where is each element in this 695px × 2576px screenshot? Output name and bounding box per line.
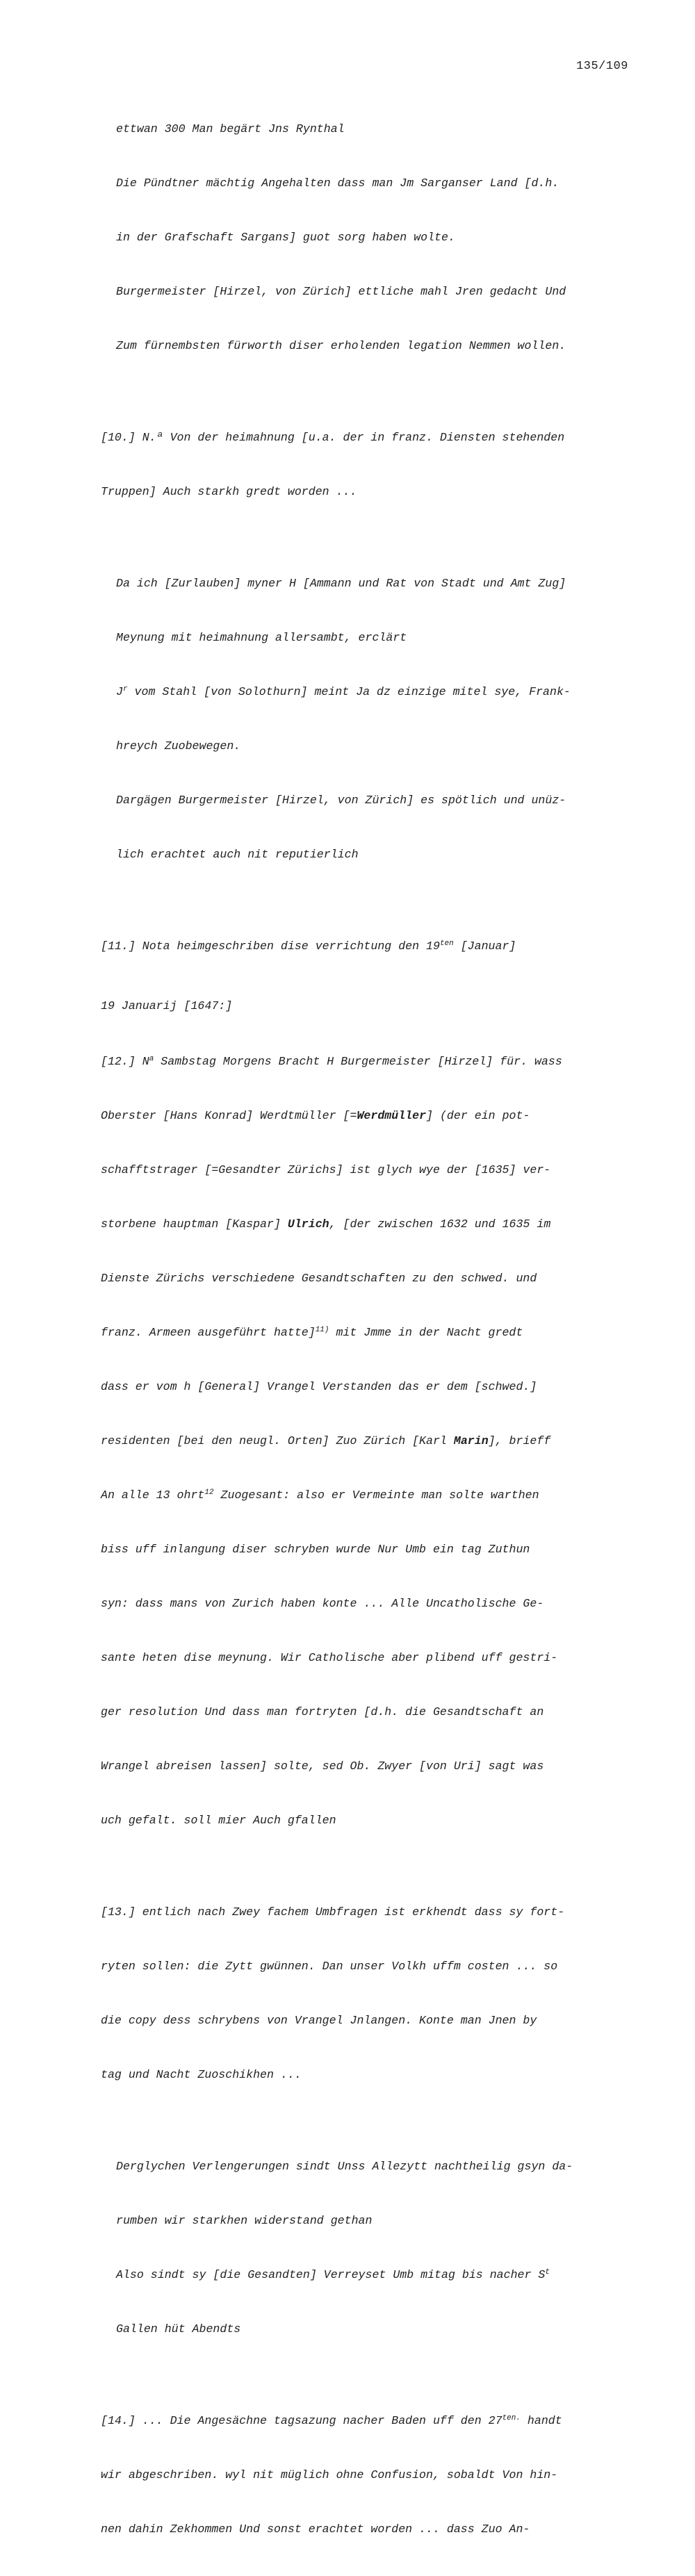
text-fragment: Also sindt sy [die Gesandten] Verreyset Umb mitag bis nacher S bbox=[116, 2268, 546, 2281]
text-line bbox=[101, 937, 636, 955]
paragraph-14 bbox=[101, 2376, 636, 2575]
bold-name: Werdmüller bbox=[357, 1109, 427, 1122]
text-line: uch gefalt. soll mier Auch gfallen bbox=[101, 1814, 336, 1827]
text-line bbox=[116, 2266, 636, 2284]
text-line: [13.] entlich nach Zwey fachem Umbfragen ist erkhendt dass sy fort- bbox=[101, 1905, 565, 1919]
text-block-intro bbox=[101, 84, 636, 391]
text-fragment: [Januar] bbox=[453, 940, 516, 953]
text-fragment: mit Jmme in der Nacht gredt bbox=[329, 1326, 523, 1339]
text-line: ger resolution Und dass man fortryten [d.h. die Gesandtschaft an bbox=[101, 1705, 544, 1718]
text-line: Dienste Zürichs verschiedene Gesandtschaften zu den schwed. und bbox=[101, 1272, 537, 1285]
document-body bbox=[101, 84, 636, 2576]
text-line bbox=[116, 683, 636, 701]
text-line: Meynung mit heimahnung allersambt, erclärt bbox=[116, 631, 407, 644]
text-line: tag und Nacht Zuoschikhen ... bbox=[101, 2068, 302, 2081]
text-fragment: An alle 13 ohrt bbox=[101, 1488, 205, 1502]
text-fragment: [11.] Nota heimgeschriben dise verrichtung den 19 bbox=[101, 940, 440, 953]
text-fragment: ] (der ein pot- bbox=[426, 1109, 530, 1122]
text-line: Da ich [Zurlauben] myner H [Ammann und Rat von Stadt und Amt Zug] bbox=[116, 577, 566, 590]
text-line bbox=[101, 1053, 636, 1071]
text-block-10-cont bbox=[101, 539, 636, 900]
superscript: t bbox=[545, 2268, 550, 2276]
text-fragment: ], brieff bbox=[488, 1434, 551, 1447]
text-line: Burgermeister [Hirzel, von Zürich] ettliche mahl Jren gedacht Und bbox=[116, 285, 566, 298]
text-line: Dargägen Burgermeister [Hirzel, von Zürich] es spötlich und unüz- bbox=[116, 794, 566, 807]
superscript: a bbox=[149, 1055, 154, 1063]
text-line: rumben wir starkhen widerstand gethan bbox=[116, 2214, 373, 2227]
text-line bbox=[101, 1324, 636, 1342]
text-fragment: J bbox=[116, 685, 123, 698]
text-line bbox=[101, 1107, 636, 1125]
text-line bbox=[101, 1432, 636, 1450]
text-line: sante heten dise meynung. Wir Catholische aber plibend uff gestri- bbox=[101, 1651, 558, 1664]
footnote-ref: 11) bbox=[315, 1326, 329, 1334]
paragraph-12 bbox=[101, 1017, 636, 1866]
text-fragment: handt bbox=[520, 2414, 562, 2427]
text-line bbox=[101, 1486, 636, 1504]
text-line: Zum fürnembsten fürworth diser erholenden legation Nemmen wollen. bbox=[116, 339, 566, 352]
text-fragment: Oberster [Hans Konrad] Werdtmüller [= bbox=[101, 1109, 357, 1122]
text-line bbox=[101, 2412, 636, 2430]
text-block-13-cont bbox=[101, 2122, 636, 2374]
text-line: hreych Zuobewegen. bbox=[116, 739, 241, 753]
superscript: ten. bbox=[502, 2414, 521, 2422]
text-fragment: [12.] N bbox=[101, 1055, 149, 1068]
text-fragment: residenten [bei den neugl. Orten] Zuo Zürich [Karl bbox=[101, 1434, 454, 1447]
text-line: Gallen hüt Abendts bbox=[116, 2322, 241, 2336]
text-line: Wrangel abreisen lassen] solte, sed Ob. Zwyer [von Uri] sagt was bbox=[101, 1759, 544, 1773]
text-line: lich erachtet auch nit reputierlich bbox=[116, 848, 359, 861]
text-line: wir abgeschriben. wyl nit müglich ohne Confusion, sobaldt Von hin- bbox=[101, 2468, 558, 2481]
text-line: schafftstrager [=Gesandter Zürichs] ist glych wye der [1635] ver- bbox=[101, 1163, 551, 1176]
paragraph-13 bbox=[101, 1867, 636, 2120]
text-line: Derglychen Verlengerungen sindt Unss Allezytt nachtheilig gsyn da- bbox=[116, 2160, 573, 2173]
text-fragment: franz. Armeen ausgeführt hatte] bbox=[101, 1326, 316, 1339]
text-line: dass er vom h [General] Vrangel Verstanden das er dem [schwed.] bbox=[101, 1380, 537, 1393]
superscript: ten bbox=[439, 940, 454, 948]
bold-name: Marin bbox=[453, 1434, 489, 1447]
bold-name: Ulrich bbox=[287, 1217, 329, 1231]
date-heading: 19 Januarij [1647:] bbox=[101, 999, 233, 1012]
text-line: ettwan 300 Man begärt Jns Rynthal bbox=[116, 122, 345, 136]
paragraph-11 bbox=[101, 901, 636, 992]
text-line: Truppen] Auch starkh gredt worden ... bbox=[101, 485, 357, 498]
text-fragment: , [der zwischen 1632 und 1635 im bbox=[329, 1217, 551, 1231]
footnote-ref: 12 bbox=[204, 1488, 214, 1497]
text-fragment: vom Stahl [von Solothurn] meint Ja dz einzige mitel sye, Frank- bbox=[127, 685, 571, 698]
paragraph-10 bbox=[101, 393, 636, 537]
text-line: in der Grafschaft Sargans] guot sorg haben wolte. bbox=[116, 231, 455, 244]
text-line: nen dahin Zekhommen Und sonst erachtet worden ... dass Zuo An- bbox=[101, 2522, 530, 2536]
text-fragment: Zuogesant: also er Vermeinte man solte warthen bbox=[213, 1488, 539, 1502]
text-line: [10.] N.ª Von der heimahnung [u.a. der in franz. Diensten stehenden bbox=[101, 431, 565, 444]
text-fragment: storbene hauptman [Kaspar] bbox=[101, 1217, 288, 1231]
text-line bbox=[101, 1215, 636, 1233]
superscript: r bbox=[122, 685, 128, 694]
text-line: ryten sollen: die Zytt gwünnen. Dan unser Volkh uffm costen ... so bbox=[101, 1960, 558, 1973]
text-fragment: [14.] ... Die Angesächne tagsazung nacher Baden uff den 27 bbox=[101, 2414, 502, 2427]
page-number: 135/109 bbox=[576, 60, 628, 73]
text-line: Die Pündtner mächtig Angehalten dass man Jm Sarganser Land [d.h. bbox=[116, 177, 559, 190]
text-line: biss uff inlangung diser schryben wurde Nur Umb ein tag Zuthun bbox=[101, 1543, 530, 1556]
text-fragment: Sambstag Morgens Bracht H Burgermeister [Hirzel] für. wass bbox=[154, 1055, 562, 1068]
text-line: syn: dass mans von Zurich haben konte ... Alle Uncatholische Ge- bbox=[101, 1597, 544, 1610]
text-line: die copy dess schrybens von Vrangel Jnlangen. Konte man Jnen by bbox=[101, 2014, 537, 2027]
